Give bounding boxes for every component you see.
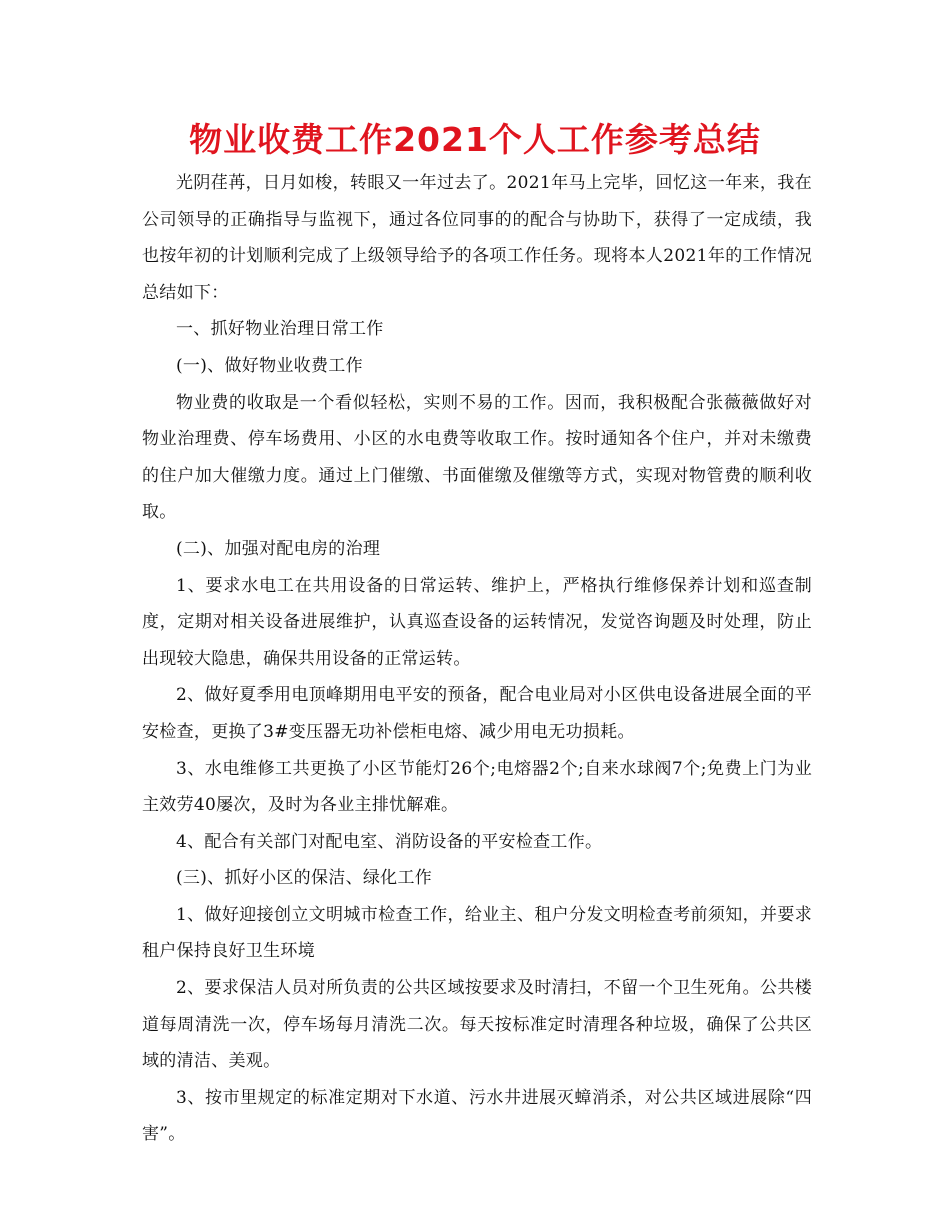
subsection-heading-1: (一)、做好物业收费工作: [176, 355, 363, 376]
document-body: [142, 165, 812, 1153]
list-item-cleaning-1: 1、做好迎接创立文明城市检查工作，给业主、租户分发文明检查考前须知，并要求租户保持良好卫生环境: [142, 904, 812, 962]
list-item-cleaning-3: 3、按市里规定的标准定期对下水道、污水井进展灭蟑消杀，对公共区域进展除“四害”。: [142, 1087, 812, 1145]
document-title: 物业收费工作2021个人工作参考总结: [189, 120, 761, 159]
paragraph-fee-collection: 物业费的收取是一个看似轻松，实则不易的工作。因而，我积极配合张薇薇做好对物业治理费、停车场费用、小区的水电费等收取工作。按时通知各个住户，并对未缴费的住户加大催缴力度。通过上门催缴、书面催缴及催缴等方式，实现对物管费的顺利收取。: [142, 392, 812, 523]
list-item-power-1: 1、要求水电工在共用设备的日常运转、维护上，严格执行维修保养计划和巡查制度，定期对相关设备进展维护，认真巡查设备的运转情况，发觉咨询题及时处理，防止出现较大隐患，确保共用设备的正常运转。: [142, 575, 812, 669]
list-item-power-3: 3、水电维修工共更换了小区节能灯26个;电熔器2个;自来水球阀7个;免费上门为业主效劳40屡次，及时为各业主排忧解难。: [142, 758, 812, 816]
subsection-heading-3: (三)、抓好小区的保洁、绿化工作: [176, 868, 433, 889]
paragraph-intro: 光阴荏苒，日月如梭，转眼又一年过去了。2021年马上完毕，回忆这一年来，我在公司领导的正确指导与监视下，通过各位同事的的配合与协助下，获得了一定成绩，我也按年初的计划顺利完成了上级领导给予的各项工作任务。现将本人2021年的工作情况总结如下：: [142, 173, 812, 303]
list-item-power-2: 2、做好夏季用电顶峰期用电平安的预备，配合电业局对小区供电设备进展全面的平安检查，更换了3#变压器无功补偿柜电熔、减少用电无功损耗。: [142, 685, 812, 742]
section-heading-1: 一、抓好物业治理日常工作: [176, 319, 384, 340]
subsection-heading-2: (二)、加强对配电房的治理: [176, 538, 381, 559]
list-item-cleaning-2: 2、要求保洁人员对所负责的公共区域按要求及时清扫，不留一个卫生死角。公共楼道每周清洗一次，停车场每月清洗二次。每天按标准定时清理各种垃圾，确保了公共区域的清洁、美观。: [142, 978, 812, 1072]
list-item-power-4: 4、配合有关部门对配电室、消防设备的平安检查工作。: [176, 831, 603, 852]
